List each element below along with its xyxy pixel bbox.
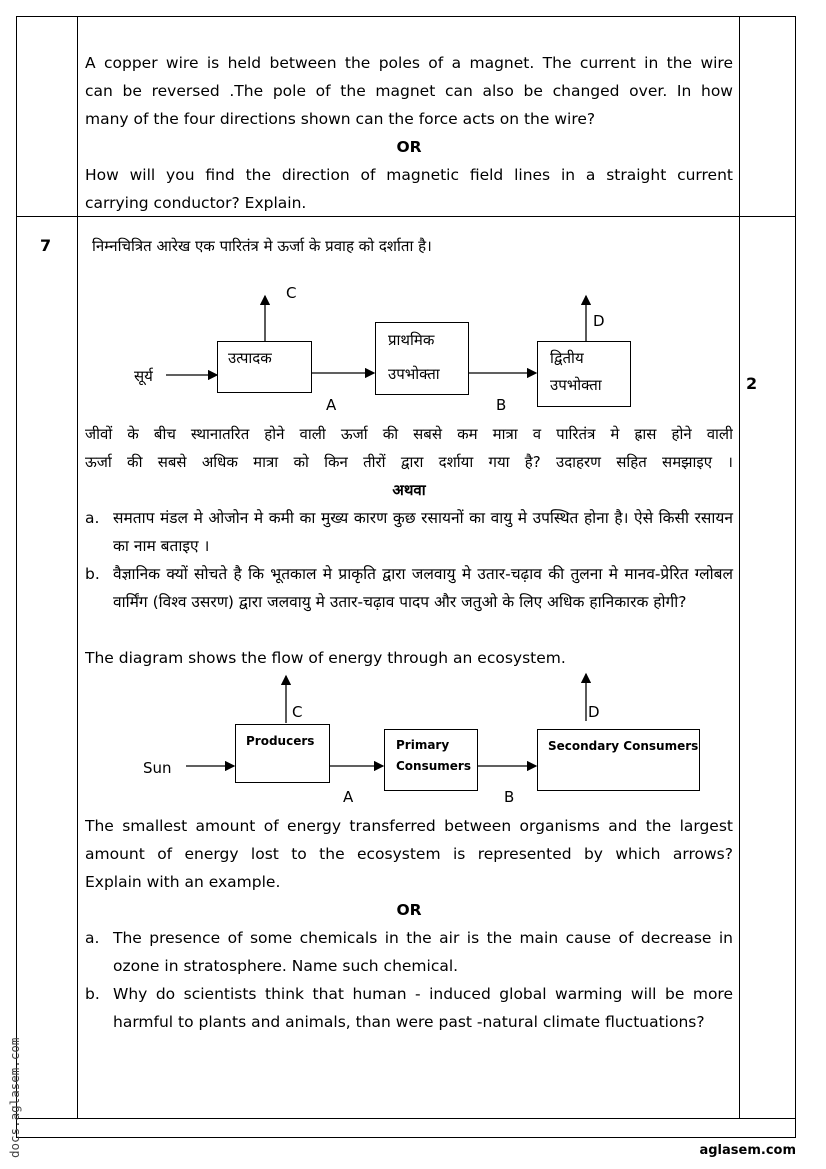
- hi-item-a-label: a.: [85, 509, 100, 527]
- en-label-b: B: [504, 788, 515, 806]
- en-intro: The diagram shows the flow of energy through an ecosystem.: [85, 649, 566, 667]
- en-primary-label-2: Consumers: [396, 759, 471, 773]
- watermark: [4, 1000, 24, 1160]
- watermark-text: docs.aglasem.com: [7, 1037, 22, 1158]
- en-producer-label: Producers: [246, 734, 315, 748]
- hi-sun-label: सूर्य: [134, 367, 153, 385]
- q6-alt-line-1: How will you find the direction of magnetic field lines in a straight current: [85, 166, 733, 184]
- footer-site[interactable]: aglasem.com: [699, 1143, 796, 1158]
- hi-item-a-text: समताप मंडल मे ओजोन मे कमी का मुख्य कारण कुछ रसायनों का वायु मे उपस्थित होना है। ऐसे किसी रसायन का नाम बताइए ।: [113, 509, 733, 555]
- q6-line-3: many of the four directions shown can the force acts on the wire?: [85, 110, 596, 128]
- hi-question-line-1: जीवों के बीच स्थानातरित होने वाली ऊर्जा की सबसे कम मात्रा व पारितंत्र मे ह्रास होने वाली: [85, 425, 733, 443]
- hi-secondary-box: [537, 341, 631, 407]
- q6-line-2: can be reversed .The pole of the magnet can also be changed over. In how: [85, 82, 733, 100]
- q6-line-1: A copper wire is held between the poles of a magnet. The current in the wire: [85, 54, 733, 72]
- en-secondary-label: Secondary Consumers: [548, 739, 699, 753]
- en-item-a: [85, 924, 733, 980]
- hi-item-a: [85, 504, 733, 560]
- hi-producer-box: [217, 341, 312, 393]
- hi-primary-label-2: उपभोक्ता: [388, 365, 440, 383]
- en-label-a: A: [343, 788, 354, 806]
- en-or: OR: [396, 901, 422, 919]
- en-item-a-text: The presence of some chemicals in the air is the main cause of decrease in ozone in stratosphere. Name such chemical.: [113, 929, 733, 975]
- hi-or: अथवा: [392, 481, 426, 499]
- hi-label-d: D: [593, 312, 605, 330]
- question-number: 7: [40, 236, 52, 255]
- q6-alt-line-2: carrying conductor? Explain.: [85, 194, 307, 212]
- en-sun-label: Sun: [143, 759, 172, 777]
- en-item-a-label: a.: [85, 929, 100, 947]
- hi-question-line-2: ऊर्जा की सबसे अधिक मात्रा को किन तीरों द्वारा दर्शाया गया है? उदाहरण सहित समझाइए ।: [85, 453, 733, 471]
- en-item-b: [85, 980, 733, 1036]
- en-secondary-box: [537, 729, 700, 791]
- en-question-line-1: The smallest amount of energy transferred between organisms and the largest: [85, 817, 733, 835]
- hi-primary-box: [375, 322, 469, 395]
- hi-secondary-label-1: द्वितीय: [550, 349, 584, 367]
- hi-secondary-label-2: उपभोक्ता: [550, 376, 602, 394]
- question-marks: 2: [746, 374, 758, 393]
- en-primary-box: [384, 729, 478, 791]
- hi-label-b: B: [496, 396, 507, 414]
- hi-label-c: C: [286, 284, 297, 302]
- q6-or: OR: [396, 138, 422, 156]
- hi-intro: निम्नचित्रित आरेख एक पारितंत्र मे ऊर्जा के प्रवाह को दर्शाता है।: [92, 237, 432, 255]
- hi-item-b: [85, 560, 733, 616]
- en-question-line-2: amount of energy lost to the ecosystem is represented by which arrows?: [85, 845, 733, 863]
- hi-label-a: A: [326, 396, 337, 414]
- en-item-b-text: Why do scientists think that human - induced global warming will be more harmful to plants and animals, than were past -natural climate fluctuations?: [113, 985, 733, 1031]
- en-label-d: D: [588, 703, 600, 721]
- en-primary-label-1: Primary: [396, 738, 450, 752]
- hi-producer-label: उत्पादक: [228, 349, 272, 367]
- en-label-c: C: [292, 703, 303, 721]
- hi-primary-label-1: प्राथमिक: [388, 331, 435, 349]
- en-question-line-3: Explain with an example.: [85, 873, 281, 891]
- en-item-b-label: b.: [85, 985, 100, 1003]
- hi-item-b-text: वैज्ञानिक क्यों सोचते है कि भूतकाल मे प्राकृति द्वारा जलवायु मे उतार-चढ़ाव की तुलना मे मानव-प्रेरित ग्लोबल वार्मिंग (विश्व उसरण) द्वारा जलवायु मे उतार-चढ़ाव पादप और जतुओ के लिए अधिक हानिकारक होगी?: [113, 565, 733, 611]
- en-producer-box: [235, 724, 330, 783]
- hi-item-b-label: b.: [85, 565, 100, 583]
